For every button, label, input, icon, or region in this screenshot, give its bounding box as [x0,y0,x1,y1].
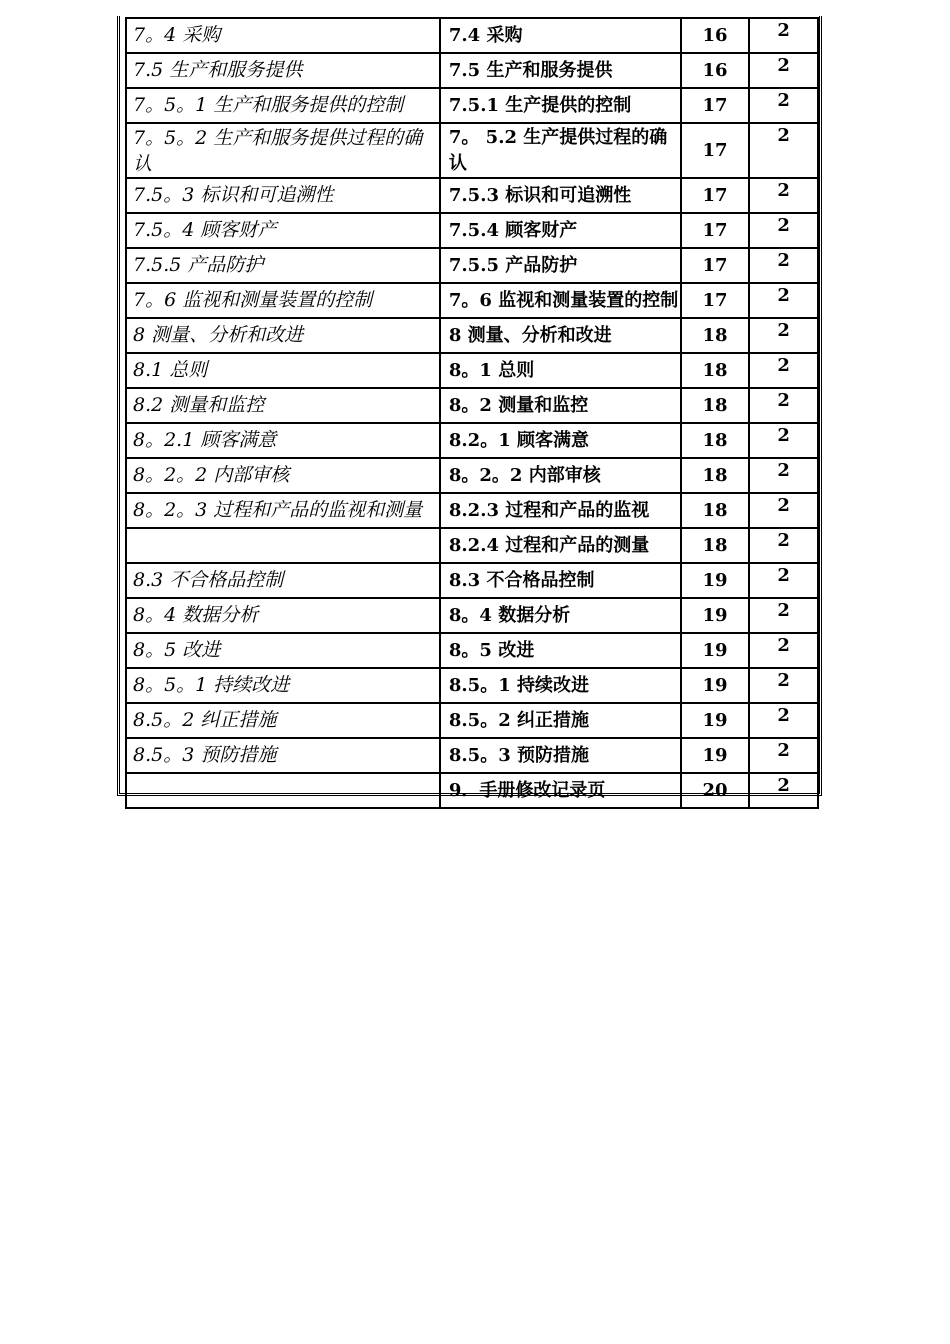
toc-page-number: 17 [681,213,750,248]
table-row [126,458,818,493]
toc-revision-number: 2 [749,283,818,318]
toc-section-title-cell: 7.5.3 标识和可追溯性 [440,178,681,213]
toc-section-title: 7。6 监视和测量装置的控制 [448,290,679,311]
toc-clause-title-cell: 8.5。2 纠正措施 [126,703,440,738]
toc-section-title-cell: 8.2.4 过程和产品的测量 [440,528,681,563]
toc-clause-title-cell: 7.5。4 顾客财产 [126,213,440,248]
toc-section-title-cell: 7.4 采购 [440,18,681,53]
toc-page-number: 17 [681,123,750,178]
toc-section-title-cell: 9．手册修改记录页 [440,773,681,808]
toc-revision-number: 2 [749,633,818,668]
table-row [126,18,818,53]
table-row [126,738,818,773]
toc-page-number: 19 [681,703,750,738]
table-row [126,88,818,123]
toc-section-title-cell: 7.5.4 顾客财产 [440,213,681,248]
toc-clause-title-cell: 7。4 采购 [126,18,440,53]
toc-clause-title-cell: 7.5。3 标识和可追溯性 [126,178,440,213]
toc-page-number: 20 [681,773,750,808]
toc-section-title-cell: 8.5。3 预防措施 [440,738,681,773]
toc-page-number: 18 [681,318,750,353]
table-row [126,53,818,88]
table-row [126,598,818,633]
toc-revision-number: 2 [749,738,818,773]
toc-revision-number: 2 [749,18,818,53]
toc-page-number: 18 [681,458,750,493]
table-row [126,493,818,528]
toc-clause-title-cell: 8 测量、分析和改进 [126,318,440,353]
toc-clause-title-cell: 8.5。3 预防措施 [126,738,440,773]
toc-section-title-cell: 8.5。1 持续改进 [440,668,681,703]
toc-clause-title-cell: 7.5 生产和服务提供 [126,53,440,88]
toc-clause-title-cell: 8。2.1 顾客满意 [126,423,440,458]
toc-section-title-cell [440,123,681,178]
toc-section-title: 7。 5.2 生产提供过程的确认 [448,127,668,174]
toc-revision-number: 2 [749,703,818,738]
toc-page-number: 17 [681,248,750,283]
table-row [126,123,818,178]
toc-revision-number: 2 [749,248,818,283]
toc-clause-title-cell: 8。2。2 内部审核 [126,458,440,493]
table-row [126,563,818,598]
toc-page-number: 18 [681,423,750,458]
toc-revision-number: 2 [749,528,818,563]
toc-revision-number: 2 [749,493,818,528]
toc-revision-number: 2 [749,423,818,458]
toc-section-title-cell: 7.5 生产和服务提供 [440,53,681,88]
toc-page-number: 18 [681,528,750,563]
toc-section-title-cell: 8。2。2 内部审核 [440,458,681,493]
table-row [126,353,818,388]
toc-page-number: 19 [681,738,750,773]
table-row [126,178,818,213]
table-row [126,633,818,668]
toc-section-title-cell: 7.5.1 生产提供的控制 [440,88,681,123]
toc-clause-title-cell: 8。4 数据分析 [126,598,440,633]
toc-revision-number: 2 [749,318,818,353]
toc-section-title-cell: 8。1 总则 [440,353,681,388]
toc-revision-number: 2 [749,563,818,598]
toc-section-title-cell: 8。2 测量和监控 [440,388,681,423]
toc-clause-title-cell: 7。5。1 生产和服务提供的控制 [126,88,440,123]
table-row [126,248,818,283]
toc-page-number: 18 [681,493,750,528]
toc-section-title-cell: 8.2。1 顾客满意 [440,423,681,458]
toc-page-number: 17 [681,88,750,123]
table-row [126,773,818,808]
table-row [126,423,818,458]
toc-page-number: 16 [681,18,750,53]
toc-page-number: 16 [681,53,750,88]
toc-clause-title-cell: 8.1 总则 [126,353,440,388]
toc-clause-title: 7。5。2 生产和服务提供过程的确认 [133,127,423,175]
toc-clause-title-cell: 8.3 不合格品控制 [126,563,440,598]
toc-revision-number: 2 [749,213,818,248]
table-row [126,528,818,563]
toc-revision-number: 2 [749,773,818,808]
toc-section-title-cell: 8 测量、分析和改进 [440,318,681,353]
toc-page-number: 17 [681,283,750,318]
toc-revision-number: 2 [749,123,818,178]
toc-page-number: 18 [681,388,750,423]
toc-page-number: 19 [681,563,750,598]
toc-clause-title-cell: 7。6 监视和测量装置的控制 [126,283,440,318]
toc-page-number: 17 [681,178,750,213]
toc-section-title-cell [440,283,681,318]
toc-revision-number: 2 [749,458,818,493]
toc-revision-number: 2 [749,88,818,123]
toc-section-title-cell: 8.3 不合格品控制 [440,563,681,598]
toc-clause-title-cell [126,773,440,808]
table-row [126,668,818,703]
table-row [126,318,818,353]
toc-clause-title-cell: 8.2 测量和监控 [126,388,440,423]
toc-clause-title-cell: 7.5.5 产品防护 [126,248,440,283]
toc-page-number: 19 [681,633,750,668]
toc-section-title-cell: 8。4 数据分析 [440,598,681,633]
toc-clause-title-cell: 8。2。3 过程和产品的监视和测量 [126,493,440,528]
table-row [126,388,818,423]
toc-clause-title-cell [126,123,440,178]
toc-section-title-cell: 8.2.3 过程和产品的监视 [440,493,681,528]
table-row [126,283,818,318]
toc-page-number: 18 [681,353,750,388]
toc-table-body [126,18,818,808]
toc-revision-number: 2 [749,353,818,388]
toc-table [125,17,819,809]
toc-section-title-cell: 8.5。2 纠正措施 [440,703,681,738]
toc-clause-title-cell: 8。5 改进 [126,633,440,668]
toc-revision-number: 2 [749,668,818,703]
toc-section-title-cell: 8。5 改进 [440,633,681,668]
toc-revision-number: 2 [749,598,818,633]
toc-revision-number: 2 [749,53,818,88]
toc-page-number: 19 [681,598,750,633]
toc-section-title-cell: 7.5.5 产品防护 [440,248,681,283]
toc-clause-title-cell [126,528,440,563]
table-row [126,703,818,738]
toc-table-frame [117,16,822,801]
toc-clause-title-cell: 8。5。1 持续改进 [126,668,440,703]
table-row [126,213,818,248]
toc-revision-number: 2 [749,388,818,423]
toc-page-number: 19 [681,668,750,703]
toc-revision-number: 2 [749,178,818,213]
